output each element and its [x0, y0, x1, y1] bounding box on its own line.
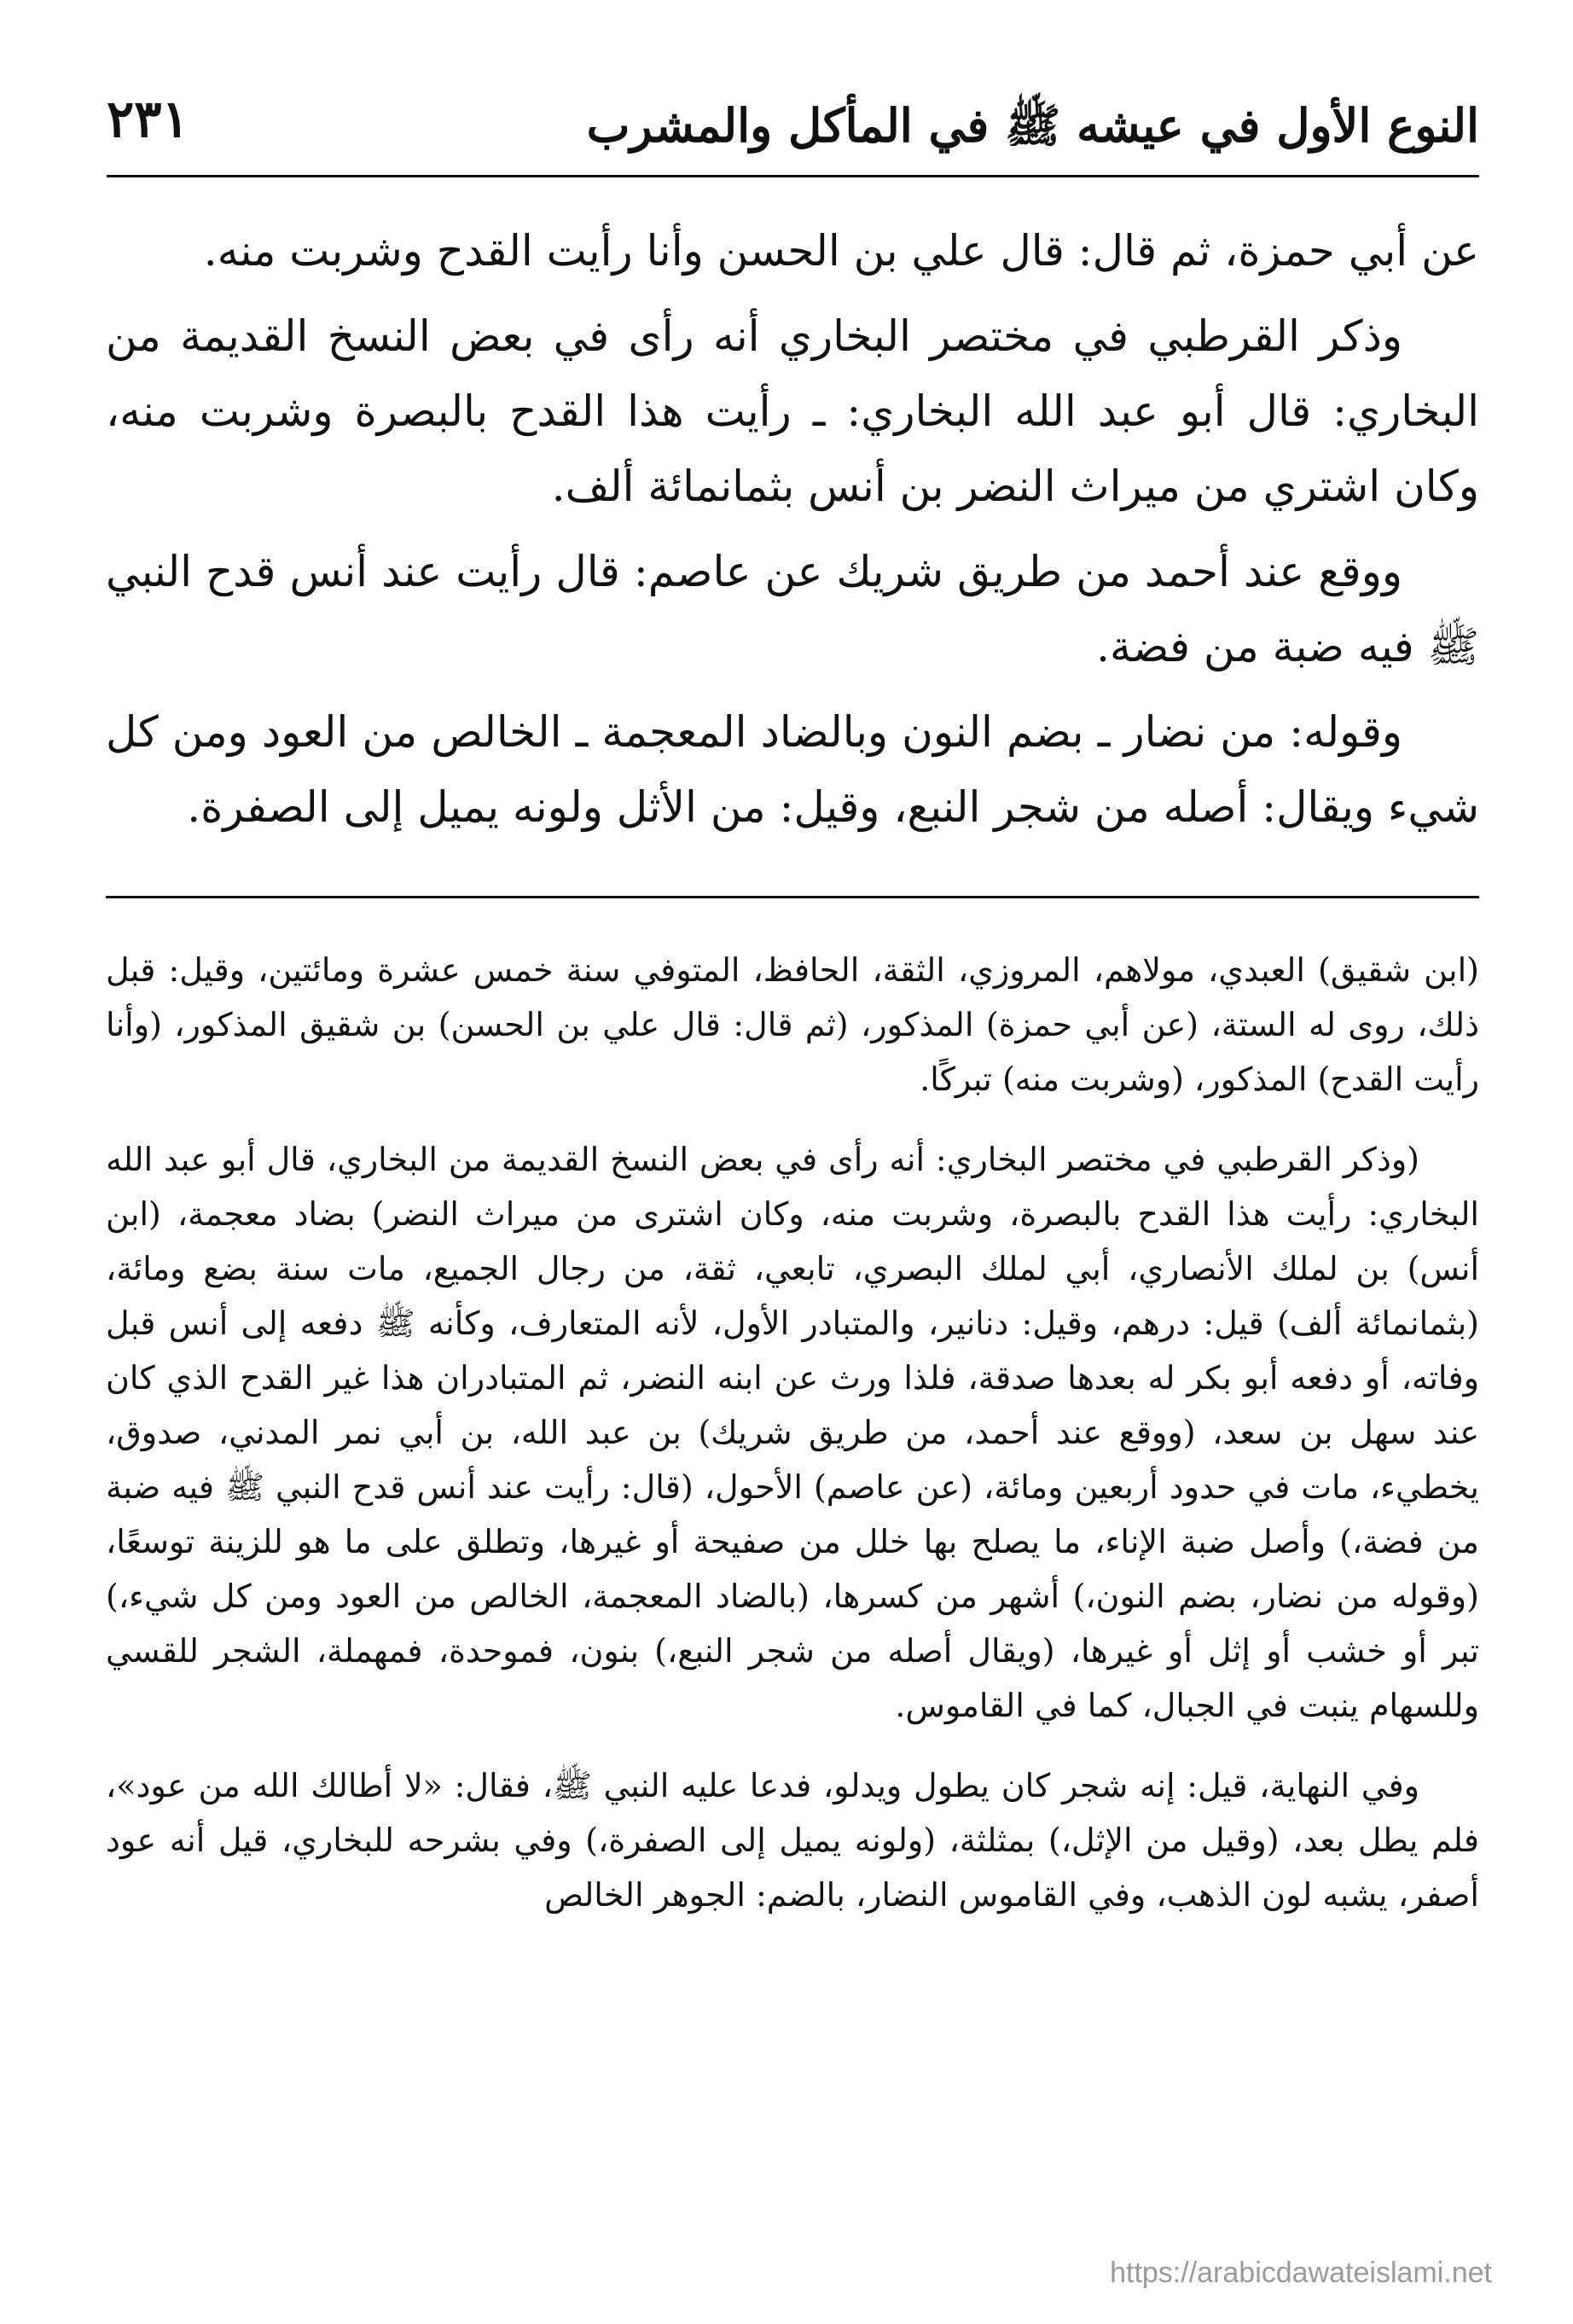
- watermark-url: https://arabicdawateislami.net: [1110, 2257, 1492, 2289]
- main-paragraph: ووقع عند أحمد من طريق شريك عن عاصم: قال رأيت عند أنس قدح النبي ﷺ فيه ضبة من فضة.: [106, 547, 1479, 671]
- chapter-title: النوع الأول في عيشه ﷺ في المأكل والمشرب: [586, 98, 1479, 153]
- footnote-separator: [106, 896, 1479, 898]
- footnote-paragraph: وفي النهاية، قيل: إنه شجر كان يطول ويدلو، فدعا عليه النبي ﷺ، فقال: «لا أطالك الله من عود»، فلم يطل بعد، (وقيل من الإثل،) بمثلثة، (ولونه يميل إلى الصفرة،) وفي بشرحه للبخاري، قيل أنه عود أصفر، يشبه لون الذهب، وفي القاموس النضار، بالضم: الجوهر الخالص: [106, 1767, 1479, 1914]
- commentary-footnotes: [106, 943, 1479, 1948]
- main-paragraph: وقوله: من نضار ـ بضم النون وبالضاد المعجمة ـ الخالص من العود ومن كل شيء ويقال: أصله من شجر النبع، وقيل: من الأثل ولونه يميل إلى الصفرة.: [106, 707, 1479, 832]
- footnote-paragraph: (ابن شقيق) العبدي، مولاهم، المروزي، الثقة، الحافظ، المتوفي سنة خمس عشرة ومائتين، وقيل: قبل ذلك، روى له الستة، (عن أبي حمزة) المذكور، (ثم قال: قال علي بن الحسن) بن شقيق المذكور، (وأنا رأيت القدح) المذكور، (وشربت منه) تبركًا.: [106, 951, 1479, 1098]
- footnote-paragraph: (وذكر القرطبي في مختصر البخاري: أنه رأى في بعض النسخ القديمة من البخاري، قال أبو عبد الله البخاري: رأيت هذا القدح بالبصرة، وشربت منه، وكان اشترى من ميراث النضر) بضاد معجمة، (ابن أنس) بن لملك الأنصاري، أبي لملك البصري، تابعي، ثقة، من رجال الجميع، مات سنة بضع ومائة، (بثمانمائة ألف) قيل: درهم، وقيل: دنانير، والمتبادر الأول، لأنه المتعارف، وكأنه ﷺ دفعه إلى أنس قبل وفاته، أو دفعه أبو بكر له بعدها صدقة، فلذا ورث عن ابنه النضر، ثم المتبادران هذا غير القدح الذي كان عند سهل بن سعد، (ووقع عند أحمد، من طريق شريك) بن عبد الله، بن أبي نمر المدني، صدوق، يخطيء، مات في حدود أربعين ومائة، (عن عاصم) الأحول، (قال: رأيت عند أنس قدح النبي ﷺ فيه ضبة من فضة،) وأصل ضبة الإناء، ما يصلح بها خلل من صفيحة أو غيرها، وتطلق على ما هو للزينة توسعًا، (وقوله من نضار، بضم النون،) أشهر من كسرها، (بالضاد المعجمة، الخالص من العود ومن كل شيء،) تبر أو خشب أو إثل أو غيرها، (ويقال أصله من شجر النبع،) بنون، فموحدة، فمهملة، الشجر للقسي وللسهام ينبت في الجبال، كما في القاموس.: [106, 1141, 1480, 1724]
- page-header: [107, 81, 1479, 177]
- main-paragraph: عن أبي حمزة، ثم قال: قال علي بن الحسن وأنا رأيت القدح وشربت منه.: [203, 226, 1479, 276]
- main-paragraph: وذكر القرطبي في مختصر البخاري أنه رأى في بعض النسخ القديمة من البخاري: قال أبو عبد الله البخاري: ـ رأيت هذا القدح بالبصرة وشربت منه، وكان اشتري من ميراث النضر بن أنس بثمانمائة ألف.: [106, 311, 1480, 511]
- page-number: ٢٣١: [107, 90, 189, 149]
- main-text: [106, 213, 1479, 855]
